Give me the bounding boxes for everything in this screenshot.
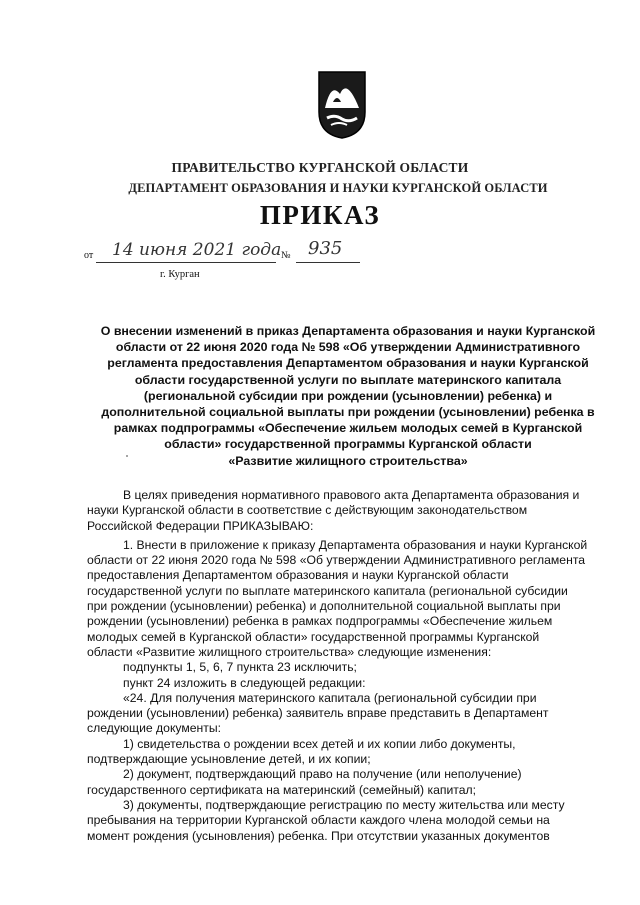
- body-line: пункт 24 изложить в следующей редакции:: [123, 675, 366, 690]
- kurgan-coat-of-arms-icon: [313, 68, 371, 140]
- body-line: рождении (усыновлении) ребенка в рамках подпрограммы «Обеспечение жильем: [87, 614, 553, 629]
- document-type-title: ПРИКАЗ: [259, 200, 381, 230]
- title-line: регламента предоставления Департаментом образования и науки Курганской: [107, 356, 589, 371]
- body-line: пребывания на территории Курганской области каждого члена молодой семьи на: [87, 813, 550, 828]
- order-body: [87, 488, 611, 844]
- body-line: момент рождения (усыновления) ребенка. При отсутствии указанных документов: [87, 828, 550, 843]
- body-line: подтверждающие усыновление детей, и их копии;: [87, 752, 371, 767]
- title-line: (региональной субсидии при рождении (усыновлении) ребенка) и: [143, 388, 553, 403]
- body-line: Российской Федерации ПРИКАЗЫВАЮ:: [87, 518, 314, 533]
- body-line: следующие документы:: [87, 721, 221, 736]
- from-label: от: [84, 250, 94, 261]
- title-line: «Развитие жилищного строительства»: [228, 453, 468, 468]
- body-line: подпункты 1, 5, 6, 7 пункта 23 исключить;: [123, 660, 357, 675]
- handwritten-date: 14 июня 2021 года: [112, 240, 282, 260]
- handwritten-number: 935: [308, 238, 343, 259]
- body-line: при рождении (усыновлении) ребенка) и дополнительной социальной выплаты при: [87, 599, 561, 614]
- body-line: рождении (усыновлении) ребенка) заявитель вправе представить в Департамент: [87, 706, 549, 721]
- title-line: дополнительной социальной выплаты при рождении (усыновлении) ребенка в: [101, 405, 595, 420]
- department-name: ДЕПАРТАМЕНТ ОБРАЗОВАНИЯ И НАУКИ КУРГАНСКОЙ ОБЛАСТИ: [128, 181, 548, 195]
- title-line: рамках подпрограммы «Обеспечение жильем молодых семей в Курганской: [113, 421, 583, 436]
- city-name: г. Курган: [160, 269, 200, 280]
- body-line: государственной услуги по выплате материнского капитала (региональной субсидии: [87, 583, 568, 598]
- title-line: области от 22 июня 2020 года № 598 «Об утверждении Административного: [115, 340, 581, 355]
- body-line: В целях приведения нормативного правового акта Департамента образования и: [123, 488, 580, 502]
- date-underline: [96, 262, 276, 263]
- number-underline: [296, 262, 360, 263]
- body-line: области от 22 июня 2020 года № 598 «Об утверждении Административного регламента: [87, 553, 586, 568]
- body-line: 1) свидетельства о рождении всех детей и их копии либо документы,: [123, 736, 516, 751]
- body-line: предоставления Департаментом образования и науки Курганской области: [87, 568, 509, 583]
- title-line: области государственной услуги по выплате материнского капитала: [134, 372, 562, 387]
- government-name: ПРАВИТЕЛЬСТВО КУРГАНСКОЙ ОБЛАСТИ: [171, 160, 469, 175]
- title-line: области» государственной программы Курганской области: [164, 437, 532, 452]
- body-line: 1. Внести в приложение к приказу Департамента образования и науки Курганской: [123, 537, 588, 552]
- body-line: «24. Для получения материнского капитала (региональной субсидии при: [123, 690, 537, 705]
- number-label: №: [281, 250, 291, 261]
- title-line: О внесении изменений в приказ Департамента образования и науки Курганской: [100, 324, 596, 338]
- body-line: науки Курганской области в соответствие с действующим законодательством: [87, 503, 528, 518]
- scan-speck: [126, 455, 128, 457]
- order-date-number-line: [84, 240, 384, 268]
- body-line: молодых семей в Курганской области» государственной программы Курганской: [87, 629, 540, 644]
- body-line: государственного сертификата на материнский (семейный) капитал;: [87, 782, 476, 797]
- body-line: 2) документ, подтверждающий право на получение (или неполучение): [123, 767, 522, 782]
- body-line: области «Развитие жилищного строительства» следующие изменения:: [87, 644, 492, 659]
- order-title: [84, 323, 612, 469]
- body-line: 3) документы, подтверждающие регистрацию по месту жительства или месту: [123, 797, 565, 812]
